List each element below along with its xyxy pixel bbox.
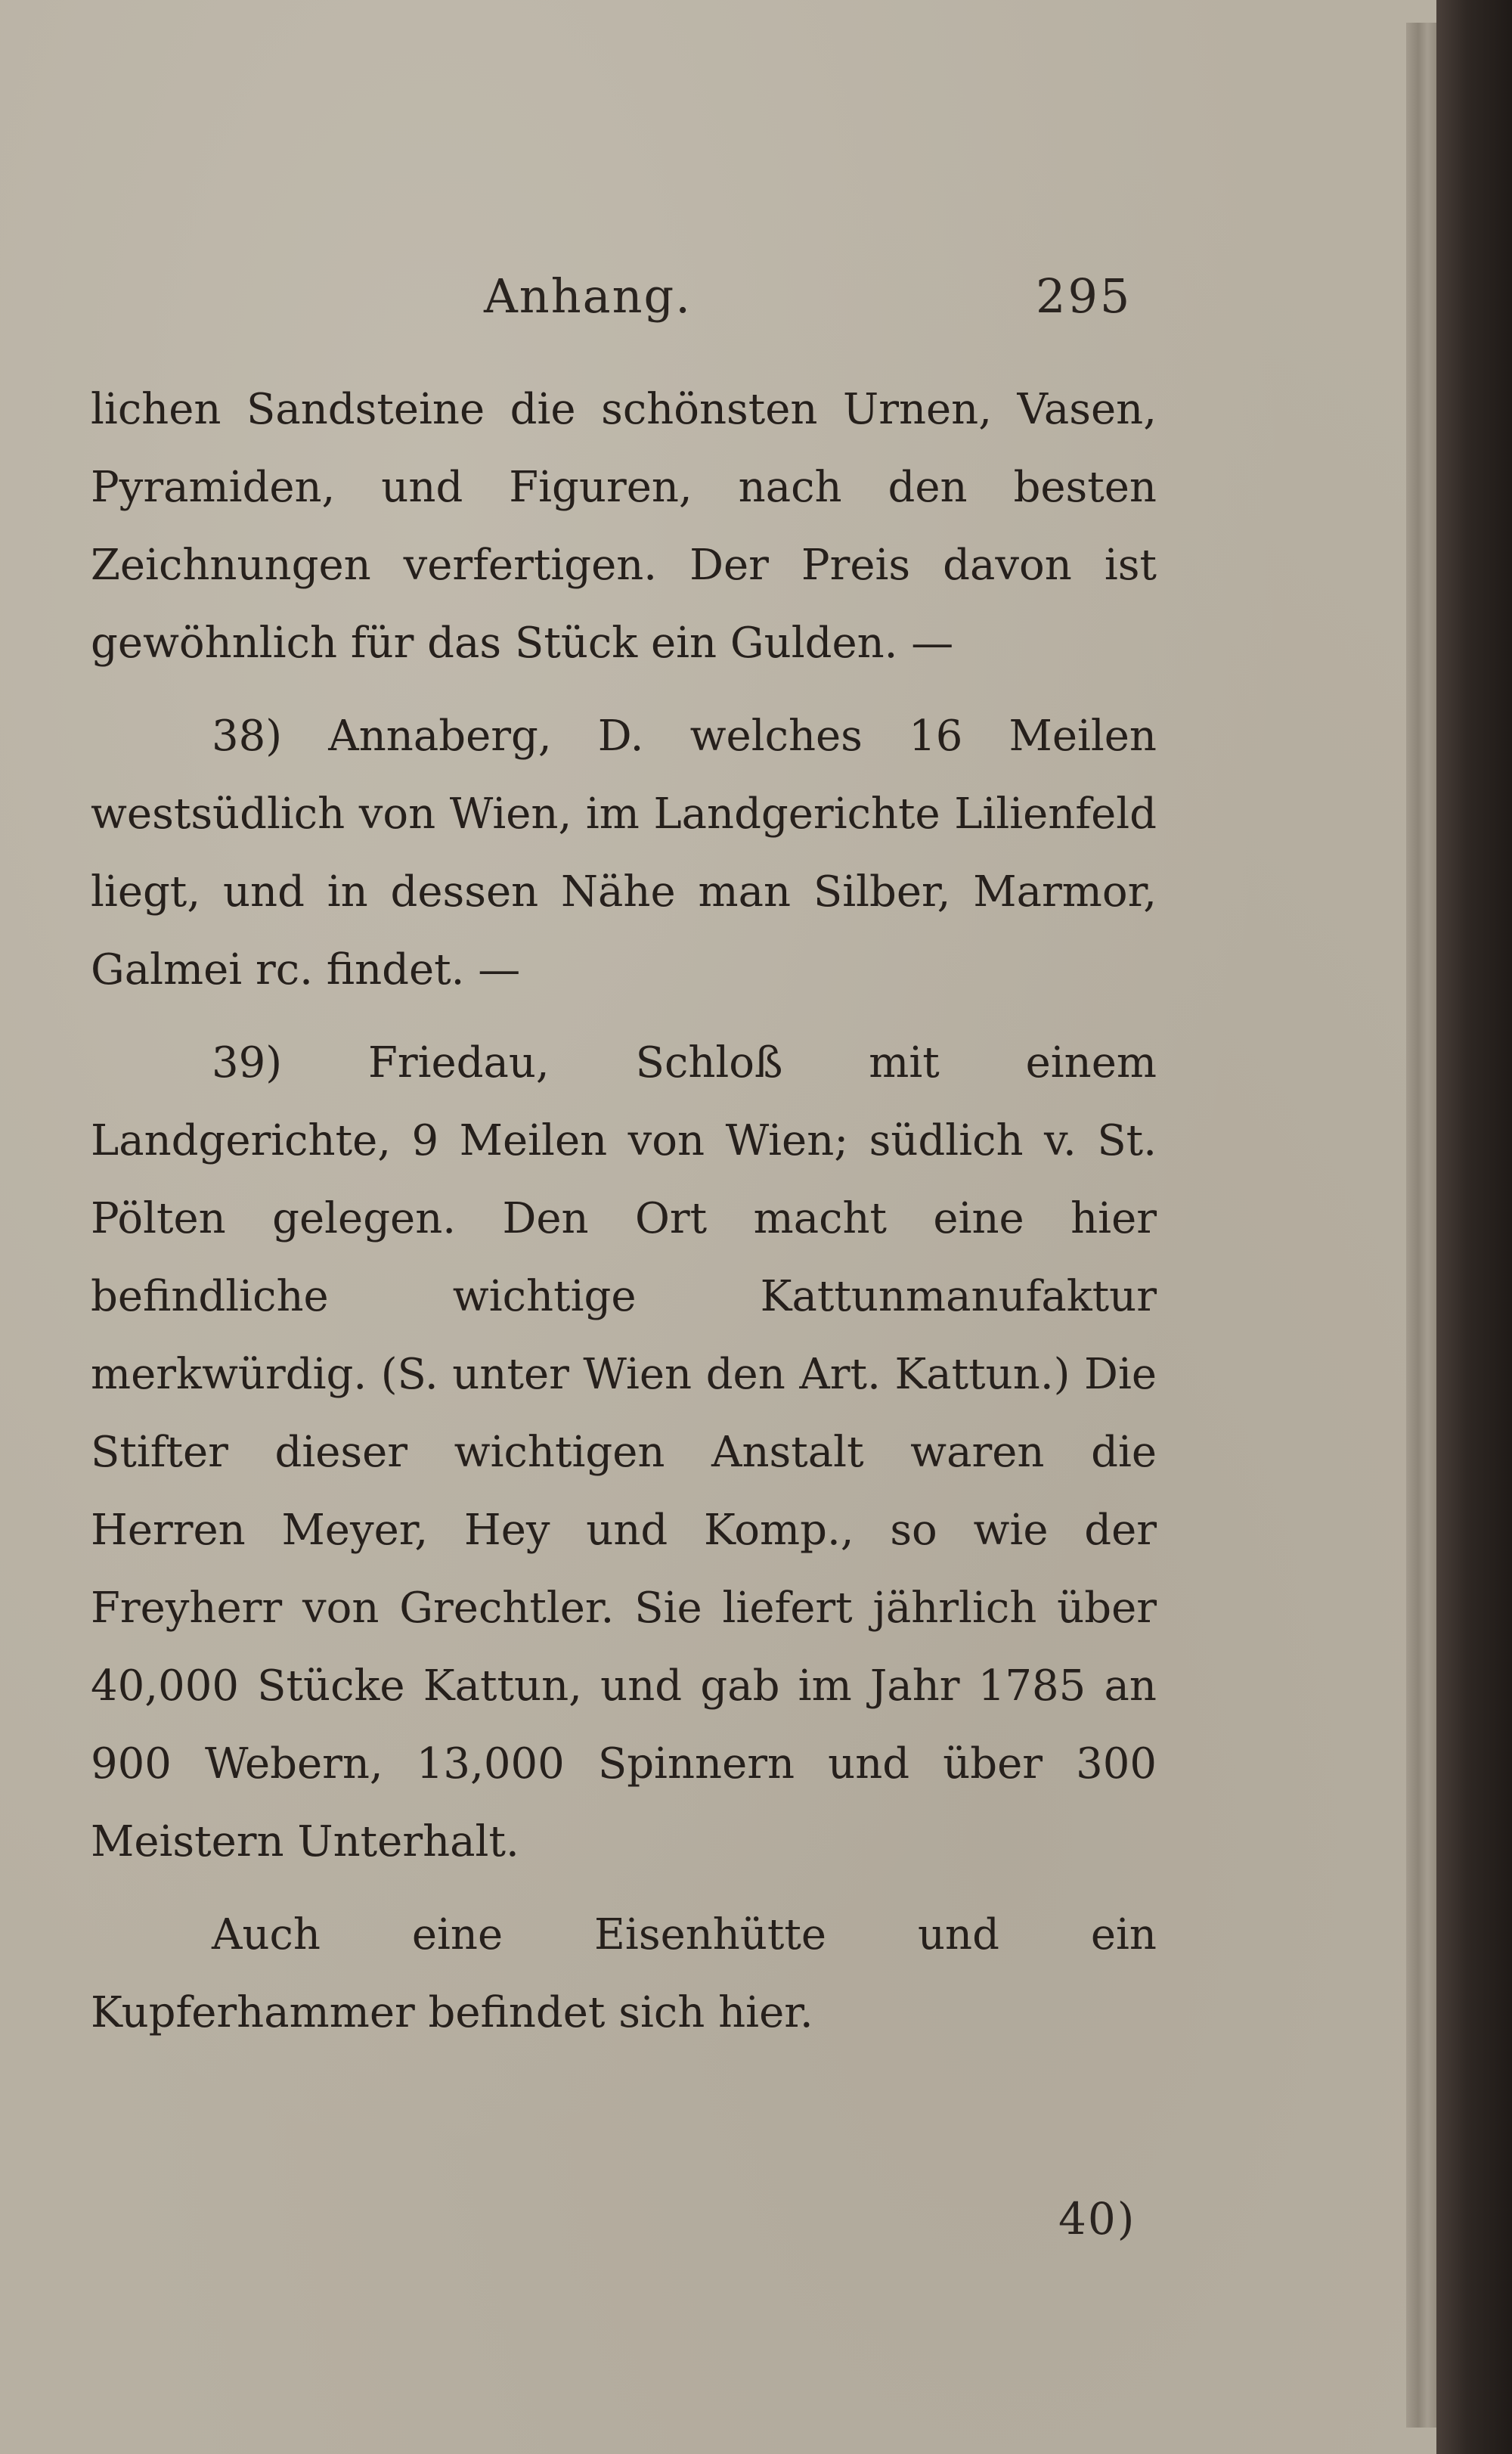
- page-edge: [1406, 23, 1436, 2428]
- paragraph-annaberg: 38) Annaberg, D. welches 16 Meilen westsüdlich von Wien, im Landgerichte Lilienfeld liegt, und in dessen Nähe man Silber, Marmor, Galmei rc. findet. —: [91, 712, 1157, 994]
- running-head: [0, 268, 1406, 352]
- page-number: 295: [1036, 268, 1132, 324]
- paragraph-eisenhuette: Auch eine Eisenhütte und ein Kupferhammer befindet sich hier.: [91, 1910, 1157, 2037]
- catchword: 40): [1058, 2193, 1136, 2245]
- running-title: Anhang.: [484, 268, 692, 324]
- body-text: [91, 371, 1157, 2067]
- paragraph-continuation: lichen Sandsteine die schönsten Urnen, Vasen, Pyramiden, und Figuren, nach den besten Zeichnungen verfertigen. Der Preis davon ist gewöhnlich für das Stück ein Gulden. —: [91, 385, 1157, 668]
- book-spine: [1436, 0, 1512, 2454]
- paragraph-friedau: 39) Friedau, Schloß mit einem Landgerichte, 9 Meilen von Wien; südlich v. St. Pölten gelegen. Den Ort macht eine hier befindliche wichtige Kattunmanufaktur merkwürdig. (S. unter Wien den Art. Kattun.) Die Stifter dieser wichtigen Anstalt waren die Herren Meyer, Hey und Komp., so wie der Freyherr von Grechtler. Sie liefert jährlich über 40,000 Stücke Kattun, und gab im Jahr 1785 an 900 Webern, 13,000 Spinnern und über 300 Meistern Unterhalt.: [91, 1038, 1157, 1866]
